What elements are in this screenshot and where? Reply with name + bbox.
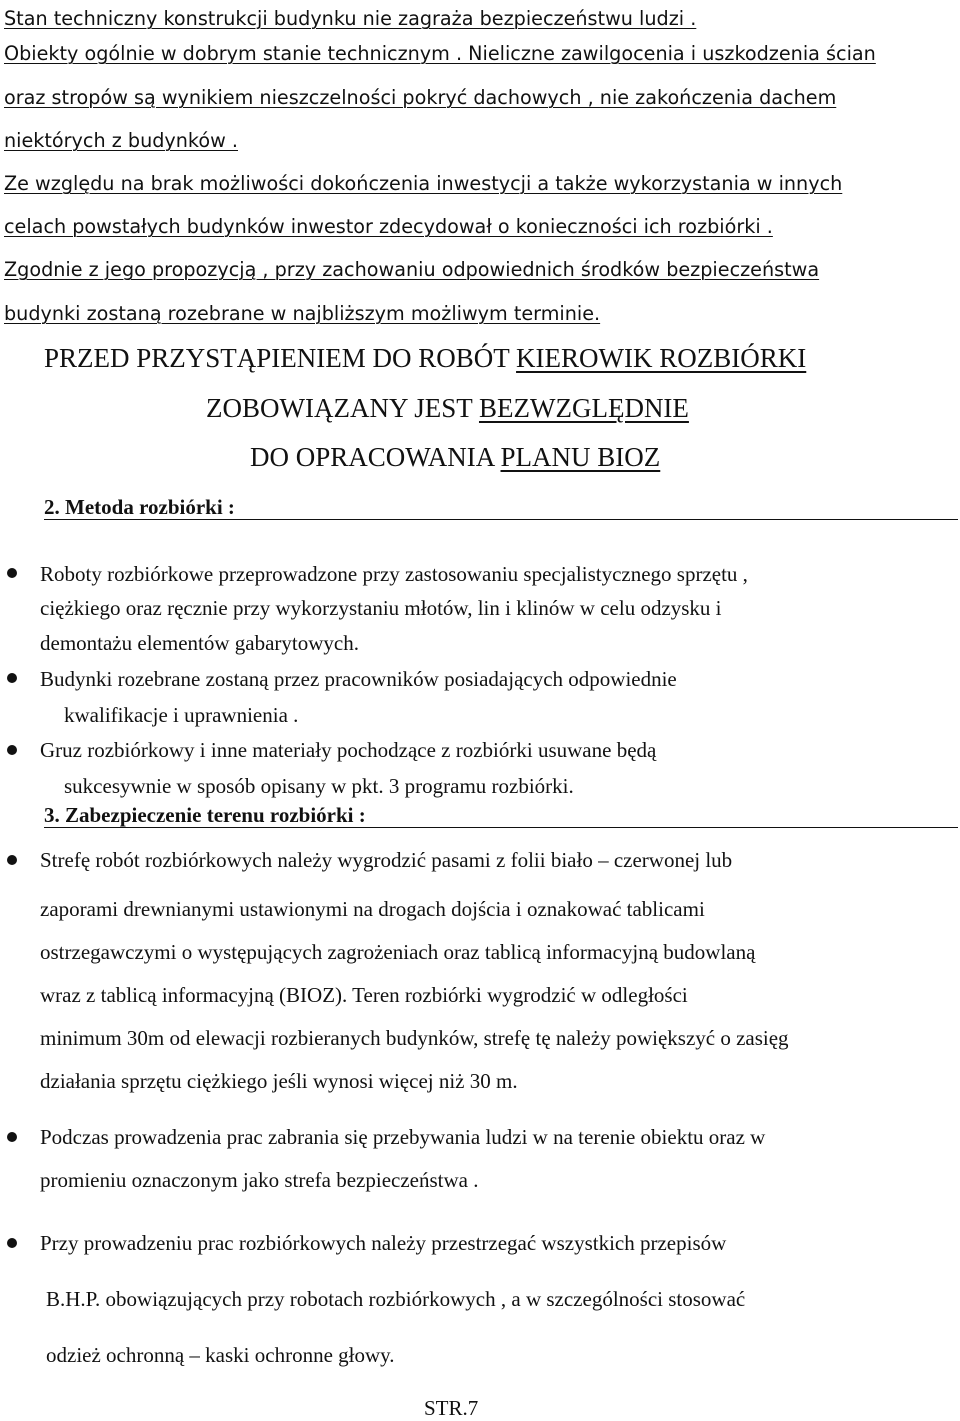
bullet-icon — [7, 568, 17, 578]
bullet-icon — [7, 673, 17, 683]
intro-line: budynki zostaną rozebrane w najbliższym możliwym terminie. — [4, 302, 601, 325]
section-2-bullet-2-line: kwalifikacje i uprawnienia . — [64, 703, 299, 727]
section-3-bullet-3-line: B.H.P. obowiązujących przy robotach rozbiórkowych , a w szczególności stosować — [46, 1287, 746, 1311]
section-2-bullet-3-line: Gruz rozbiórkowy i inne materiały pochodzące z rozbiórki usuwane będą — [40, 738, 657, 762]
section-3-bullet-3-line: Przy prowadzeniu prac rozbiórkowych należy przestrzegać wszystkich przepisów — [40, 1231, 727, 1255]
section-3-bullet-2-line: promieniu oznaczonym jako strefa bezpieczeństwa . — [40, 1168, 479, 1192]
bullet-icon — [7, 1132, 17, 1142]
section-2-bullet-1-line: demontażu elementów gabarytowych. — [40, 631, 359, 655]
bullet-icon — [7, 855, 17, 865]
notice-text-underlined: KIEROWIK ROZBIÓRKI — [516, 343, 807, 373]
section-3-rule — [44, 827, 958, 828]
intro-line: oraz stropów są wynikiem nieszczelności pokryć dachowych , nie zakończenia dachem — [4, 86, 837, 109]
intro-line: niektórych z budynków . — [4, 129, 238, 152]
section-2-bullet-1-line: Roboty rozbiórkowe przeprowadzone przy zastosowaniu specjalistycznego sprzętu , — [40, 562, 748, 586]
section-3-bullet-1-line: zaporami drewnianymi ustawionymi na drogach dojścia i oznakować tablicami — [40, 897, 705, 921]
intro-line: Obiekty ogólnie w dobrym stanie technicznym . Nieliczne zawilgocenia i uszkodzenia ścian — [4, 42, 876, 65]
notice-line-3 — [250, 441, 660, 473]
notice-text-underlined: PLANU BIOZ — [500, 442, 661, 472]
notice-line-2 — [206, 392, 689, 424]
bullet-icon — [7, 745, 17, 755]
section-3-title: 3. Zabezpieczenie terenu rozbiórki : — [44, 803, 366, 827]
bullet-icon — [7, 1238, 17, 1248]
notice-text: DO OPRACOWANIA — [250, 442, 501, 472]
notice-text: PRZED PRZYSTĄPIENIEM DO ROBÓT — [44, 343, 517, 373]
section-3-bullet-1-line: minimum 30m od elewacji rozbieranych budynków, strefę tę należy powiększyć o zasięg — [40, 1026, 789, 1050]
intro-line: celach powstałych budynków inwestor zdecydował o konieczności ich rozbiórki . — [4, 215, 773, 238]
section-2-bullet-3-line: sukcesywnie w sposób opisany w pkt. 3 programu rozbiórki. — [64, 774, 574, 798]
section-3-bullet-1-line: działania sprzętu ciężkiego jeśli wynosi więcej niż 30 m. — [40, 1069, 518, 1093]
section-2-bullet-2-line: Budynki rozebrane zostaną przez pracowników posiadających odpowiednie — [40, 667, 677, 691]
section-3-bullet-1-line: Strefę robót rozbiórkowych należy wygrodzić pasami z folii biało – czerwonej lub — [40, 848, 733, 872]
section-2-rule — [44, 519, 958, 520]
section-2-title: 2. Metoda rozbiórki : — [44, 495, 235, 519]
section-3-bullet-1-line: wraz z tablicą informacyjną (BIOZ). Teren rozbiórki wygrodzić w odległości — [40, 983, 688, 1007]
page-number: STR.7 — [424, 1396, 479, 1420]
section-3-bullet-2-line: Podczas prowadzenia prac zabrania się przebywania ludzi w na terenie obiektu oraz w — [40, 1125, 766, 1149]
notice-line-1 — [44, 342, 806, 374]
section-3-bullet-3-line: odzież ochronną – kaski ochronne głowy. — [46, 1343, 395, 1367]
intro-line: Stan techniczny konstrukcji budynku nie zagraża bezpieczeństwu ludzi . — [4, 7, 697, 30]
section-3-bullet-1-line: ostrzegawczymi o występujących zagrożeniach oraz tablicą informacyjną budowlaną — [40, 940, 756, 964]
intro-line: Ze względu na brak możliwości dokończenia inwestycji a także wykorzystania w innych — [4, 172, 843, 195]
intro-line: Zgodnie z jego propozycją , przy zachowaniu odpowiednich środków bezpieczeństwa — [4, 258, 820, 281]
notice-text-underlined: BEZWZGLĘDNIE — [478, 393, 689, 423]
notice-text: ZOBOWIĄZANY JEST — [206, 393, 479, 423]
section-2-bullet-1-line: ciężkiego oraz ręcznie przy wykorzystaniu młotów, lin i klinów w celu odzysku i — [40, 596, 722, 620]
